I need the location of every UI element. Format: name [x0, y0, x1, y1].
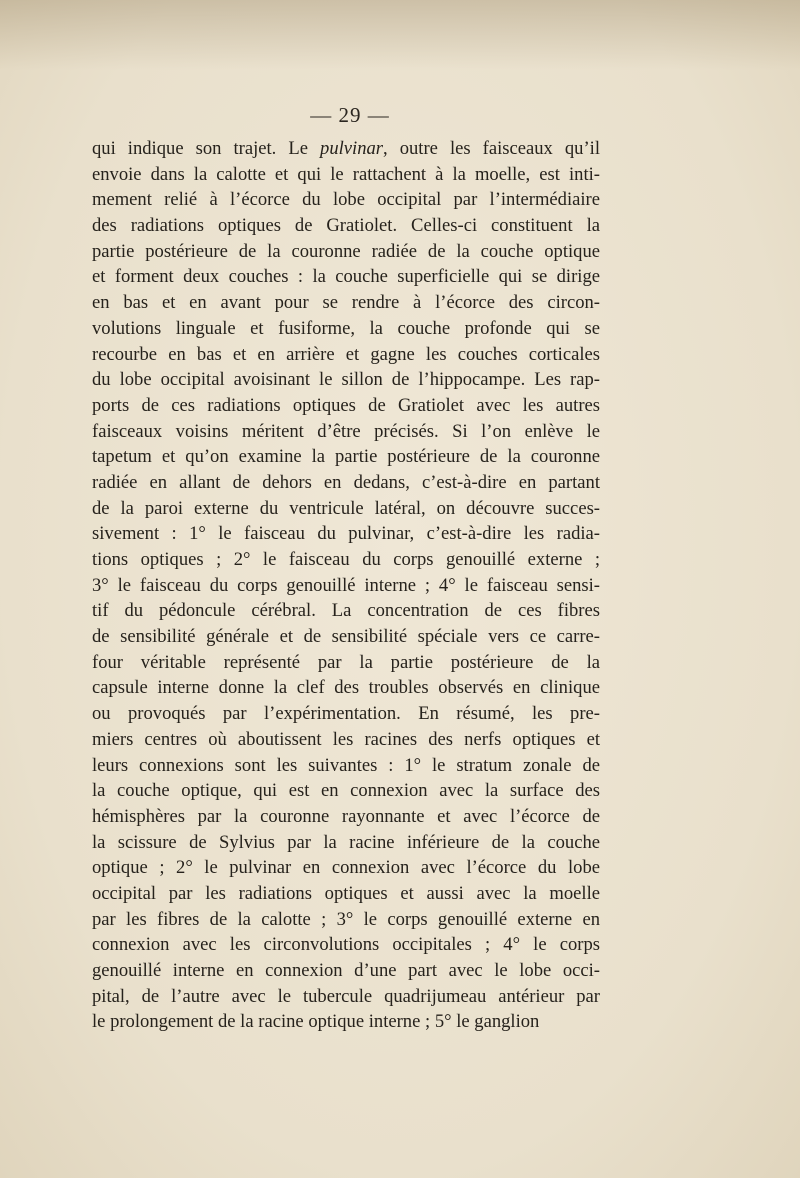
text-line	[92, 393, 600, 419]
text-segment: qui indique son trajet. Le	[92, 138, 321, 159]
text-line	[92, 547, 600, 573]
text-segment: connexion avec les circonvolutions occipitales ; 4° le corps	[92, 934, 600, 956]
page-edge-shading	[0, 0, 800, 70]
text-segment: tif du pédoncule cérébral. La concentration de ces fibres	[92, 600, 600, 622]
text-segment: volutions linguale et fusiforme, la couche profonde qui se	[92, 317, 600, 339]
text-segment: radiée en allant de dehors en dedans, c’est-à-dire en partant	[92, 471, 600, 493]
text-segment: la couche optique, qui est en connexion avec la surface des	[92, 780, 600, 802]
text-line	[92, 521, 600, 547]
text-line	[92, 778, 600, 804]
text-segment: du lobe occipital avoisinant le sillon de l’hippocampe. Les rap-	[92, 369, 600, 391]
text-segment: optique ; 2° le pulvinar en connexion avec l’écorce du lobe	[92, 857, 600, 879]
text-line	[92, 470, 600, 496]
text-segment: leurs connexions sont les suivantes : 1° le stratum zonale de	[92, 754, 600, 776]
text-segment: capsule interne donne la clef des troubles observés en clinique	[92, 677, 600, 699]
text-segment: de la paroi externe du ventricule latéral, on découvre succes-	[92, 497, 600, 519]
text-segment: , outre les faisceaux qu’il	[383, 138, 600, 159]
text-line	[92, 984, 600, 1010]
text-segment: faisceaux voisins méritent d’être précisés. Si l’on enlève le	[92, 420, 600, 442]
text-line	[92, 1009, 600, 1035]
text-line	[92, 727, 600, 753]
page-number: — 29 —	[310, 103, 390, 127]
body-paragraph	[92, 136, 600, 1035]
text-line	[92, 958, 600, 984]
text-line	[92, 598, 600, 624]
text-segment: mement relié à l’écorce du lobe occipital par l’intermédiaire	[92, 189, 600, 211]
text-line	[92, 932, 600, 958]
text-line	[92, 496, 600, 522]
text-segment: tapetum et qu’on examine la partie postérieure de la couronne	[92, 446, 600, 468]
text-segment: le prolongement de la racine optique interne ; 5° le ganglion	[92, 1011, 540, 1033]
text-line	[92, 342, 600, 368]
text-line	[92, 855, 600, 881]
text-segment: 3° le faisceau du corps genouillé interne ; 4° le faisceau sensi-	[92, 574, 600, 596]
text-line	[92, 804, 600, 830]
text-segment: four véritable représenté par la partie postérieure de la	[92, 651, 600, 673]
text-segment: pital, de l’autre avec le tubercule quadrijumeau antérieur par	[92, 985, 600, 1007]
text-segment: partie postérieure de la couronne radiée de la couche optique	[92, 240, 600, 262]
text-line	[92, 650, 600, 676]
text-segment: et forment deux couches : la couche superficielle qui se dirige	[92, 266, 600, 288]
text-line	[92, 753, 600, 779]
text-line	[92, 881, 600, 907]
text-line	[92, 239, 600, 265]
text-segment: par les fibres de la calotte ; 3° le corps genouillé externe en	[92, 908, 600, 930]
text-line	[92, 675, 600, 701]
text-line	[92, 290, 600, 316]
text-line	[92, 213, 600, 239]
text-line	[92, 187, 600, 213]
text-line	[92, 136, 600, 162]
text-segment: miers centres où aboutissent les racines des nerfs optiques et	[92, 728, 600, 750]
text-segment: occipital par les radiations optiques et aussi avec la moelle	[92, 882, 600, 904]
text-line	[92, 907, 600, 933]
text-segment: recourbe en bas et en arrière et gagne les couches corticales	[92, 343, 600, 365]
text-line	[92, 701, 600, 727]
text-segment: ports de ces radiations optiques de Gratiolet avec les autres	[92, 394, 600, 416]
text-segment: hémisphères par la couronne rayonnante et avec l’écorce de	[92, 805, 600, 827]
text-segment: des radiations optiques de Gratiolet. Celles-ci constituent la	[92, 215, 600, 237]
text-line	[92, 444, 600, 470]
text-line	[92, 367, 600, 393]
text-segment: sivement : 1° le faisceau du pulvinar, c’est-à-dire les radia-	[92, 523, 600, 545]
text-segment: genouillé interne en connexion d’une part avec le lobe occi-	[92, 960, 600, 981]
text-segment: tions optiques ; 2° le faisceau du corps genouillé externe ;	[92, 549, 600, 570]
text-segment: en bas et en avant pour se rendre à l’écorce des circon-	[92, 292, 600, 314]
text-line	[92, 419, 600, 445]
text-segment: la scissure de Sylvius par la racine inférieure de la couche	[92, 831, 600, 853]
text-segment: de sensibilité générale et de sensibilité spéciale vers ce carre-	[92, 626, 600, 648]
text-line	[92, 264, 600, 290]
text-line	[92, 624, 600, 650]
italic-term: pulvinar	[320, 138, 384, 159]
text-line	[92, 573, 600, 599]
text-segment: envoie dans la calotte et qui le rattachent à la moelle, est inti-	[92, 163, 600, 185]
text-line	[92, 162, 600, 188]
text-line	[92, 830, 600, 856]
text-segment: ou provoqués par l’expérimentation. En résumé, les pre-	[92, 703, 600, 725]
text-line	[92, 316, 600, 342]
